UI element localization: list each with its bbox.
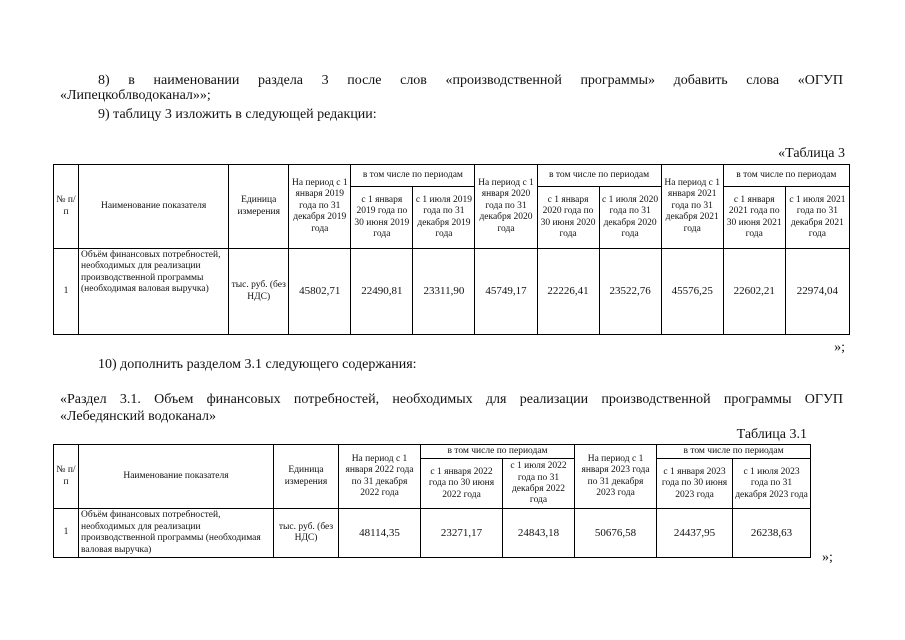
value-cell: 22490,81 [351,249,413,335]
table-row [54,249,850,335]
paragraph-8-line1: 8) в наименовании раздела 3 после слов «производственной программы» добавить слова «ОГУП [98,73,843,88]
header-period-2023: На период с 1 января 2023 года по 31 декабря 2023 года [575,445,657,509]
header-sub-2022: в том числе по периодам [421,445,575,459]
header-h2-2020: с 1 июля 2020 года по 31 декабря 2020 года [599,187,661,249]
value-cell: 23271,17 [421,509,503,558]
value-cell: 48114,35 [339,509,421,558]
header-sub-2023: в том числе по периодам [657,445,811,459]
value-cell: 45749,17 [475,249,537,335]
header-h1-2020: с 1 января 2020 года по 30 июня 2020 года [537,187,599,249]
header-period-2019: На период с 1 января 2019 года по 31 декабря 2019 года [289,165,351,249]
table3-closing: »; [834,340,845,355]
row-unit: тыс. руб. (без НДС) [229,249,289,335]
header-name: Наименование показателя [79,165,229,249]
header-period-2020: На период с 1 января 2020 года по 31 декабря 2020 года [475,165,537,249]
value-cell: 45802,71 [289,249,351,335]
row-unit: тыс. руб. (без НДС) [274,509,339,558]
header-name: Наименование показателя [79,445,274,509]
header-sub-2019: в том числе по периодам [351,165,475,187]
value-cell: 22602,21 [723,249,785,335]
row-num: 1 [54,509,79,558]
header-period-2021: На период с 1 января 2021 года по 31 декабря 2021 года [661,165,723,249]
header-sub-2020: в том числе по периодам [537,165,661,187]
row-num: 1 [54,249,79,335]
value-cell: 24437,95 [657,509,733,558]
table31-closing: »; [822,550,833,565]
paragraph-10: 10) дополнить разделом 3.1 следующего содержания: [98,357,417,372]
header-h1-2023: с 1 января 2023 года по 30 июня 2023 года [657,459,733,509]
header-period-2022: На период с 1 января 2022 года по 31 декабря 2022 года [339,445,421,509]
header-num: № п/п [54,165,79,249]
header-unit: Единица измерения [274,445,339,509]
table-row [54,509,811,558]
section-heading-line1: «Раздел 3.1. Объем финансовых потребностей, необходимых для реализации производственной программы ОГУП [60,392,843,407]
value-cell: 22974,04 [785,249,849,335]
value-cell: 23311,90 [413,249,475,335]
value-cell: 50676,58 [575,509,657,558]
value-cell: 23522,76 [599,249,661,335]
header-h2-2023: с 1 июля 2023 года по 31 декабря 2023 года [733,459,811,509]
row-name: Объём финансовых потребностей, необходимых для реализации производственной программы (необходимая валовая выручка) [79,509,274,558]
paragraph-8-line2: «Липецкоблводоканал»»; [60,88,211,103]
table-3-1 [53,444,811,558]
header-num: № п/п [54,445,79,509]
header-h1-2021: с 1 января 2021 года по 30 июня 2021 года [723,187,785,249]
section-heading-line2: «Лебедянский водоканал» [60,409,216,424]
header-h1-2022: с 1 января 2022 года по 30 июня 2022 года [421,459,503,509]
paragraph-9: 9) таблицу 3 изложить в следующей редакции: [98,107,377,122]
table31-caption: Таблица 3.1 [736,427,807,442]
row-name: Объём финансовых потребностей, необходимых для реализации производственной программы (необходимая валовая выручка) [79,249,229,335]
table3-caption: «Таблица 3 [778,146,845,161]
header-h2-2022: с 1 июля 2022 года по 31 декабря 2022 года [503,459,575,509]
header-h2-2019: с 1 июля 2019 года по 31 декабря 2019 года [413,187,475,249]
value-cell: 24843,18 [503,509,575,558]
header-unit: Единица измерения [229,165,289,249]
header-h2-2021: с 1 июля 2021 года по 31 декабря 2021 года [785,187,849,249]
value-cell: 22226,41 [537,249,599,335]
value-cell: 26238,63 [733,509,811,558]
table-3 [53,164,850,335]
value-cell: 45576,25 [661,249,723,335]
header-sub-2021: в том числе по периодам [723,165,849,187]
header-h1-2019: с 1 января 2019 года по 30 июня 2019 года [351,187,413,249]
